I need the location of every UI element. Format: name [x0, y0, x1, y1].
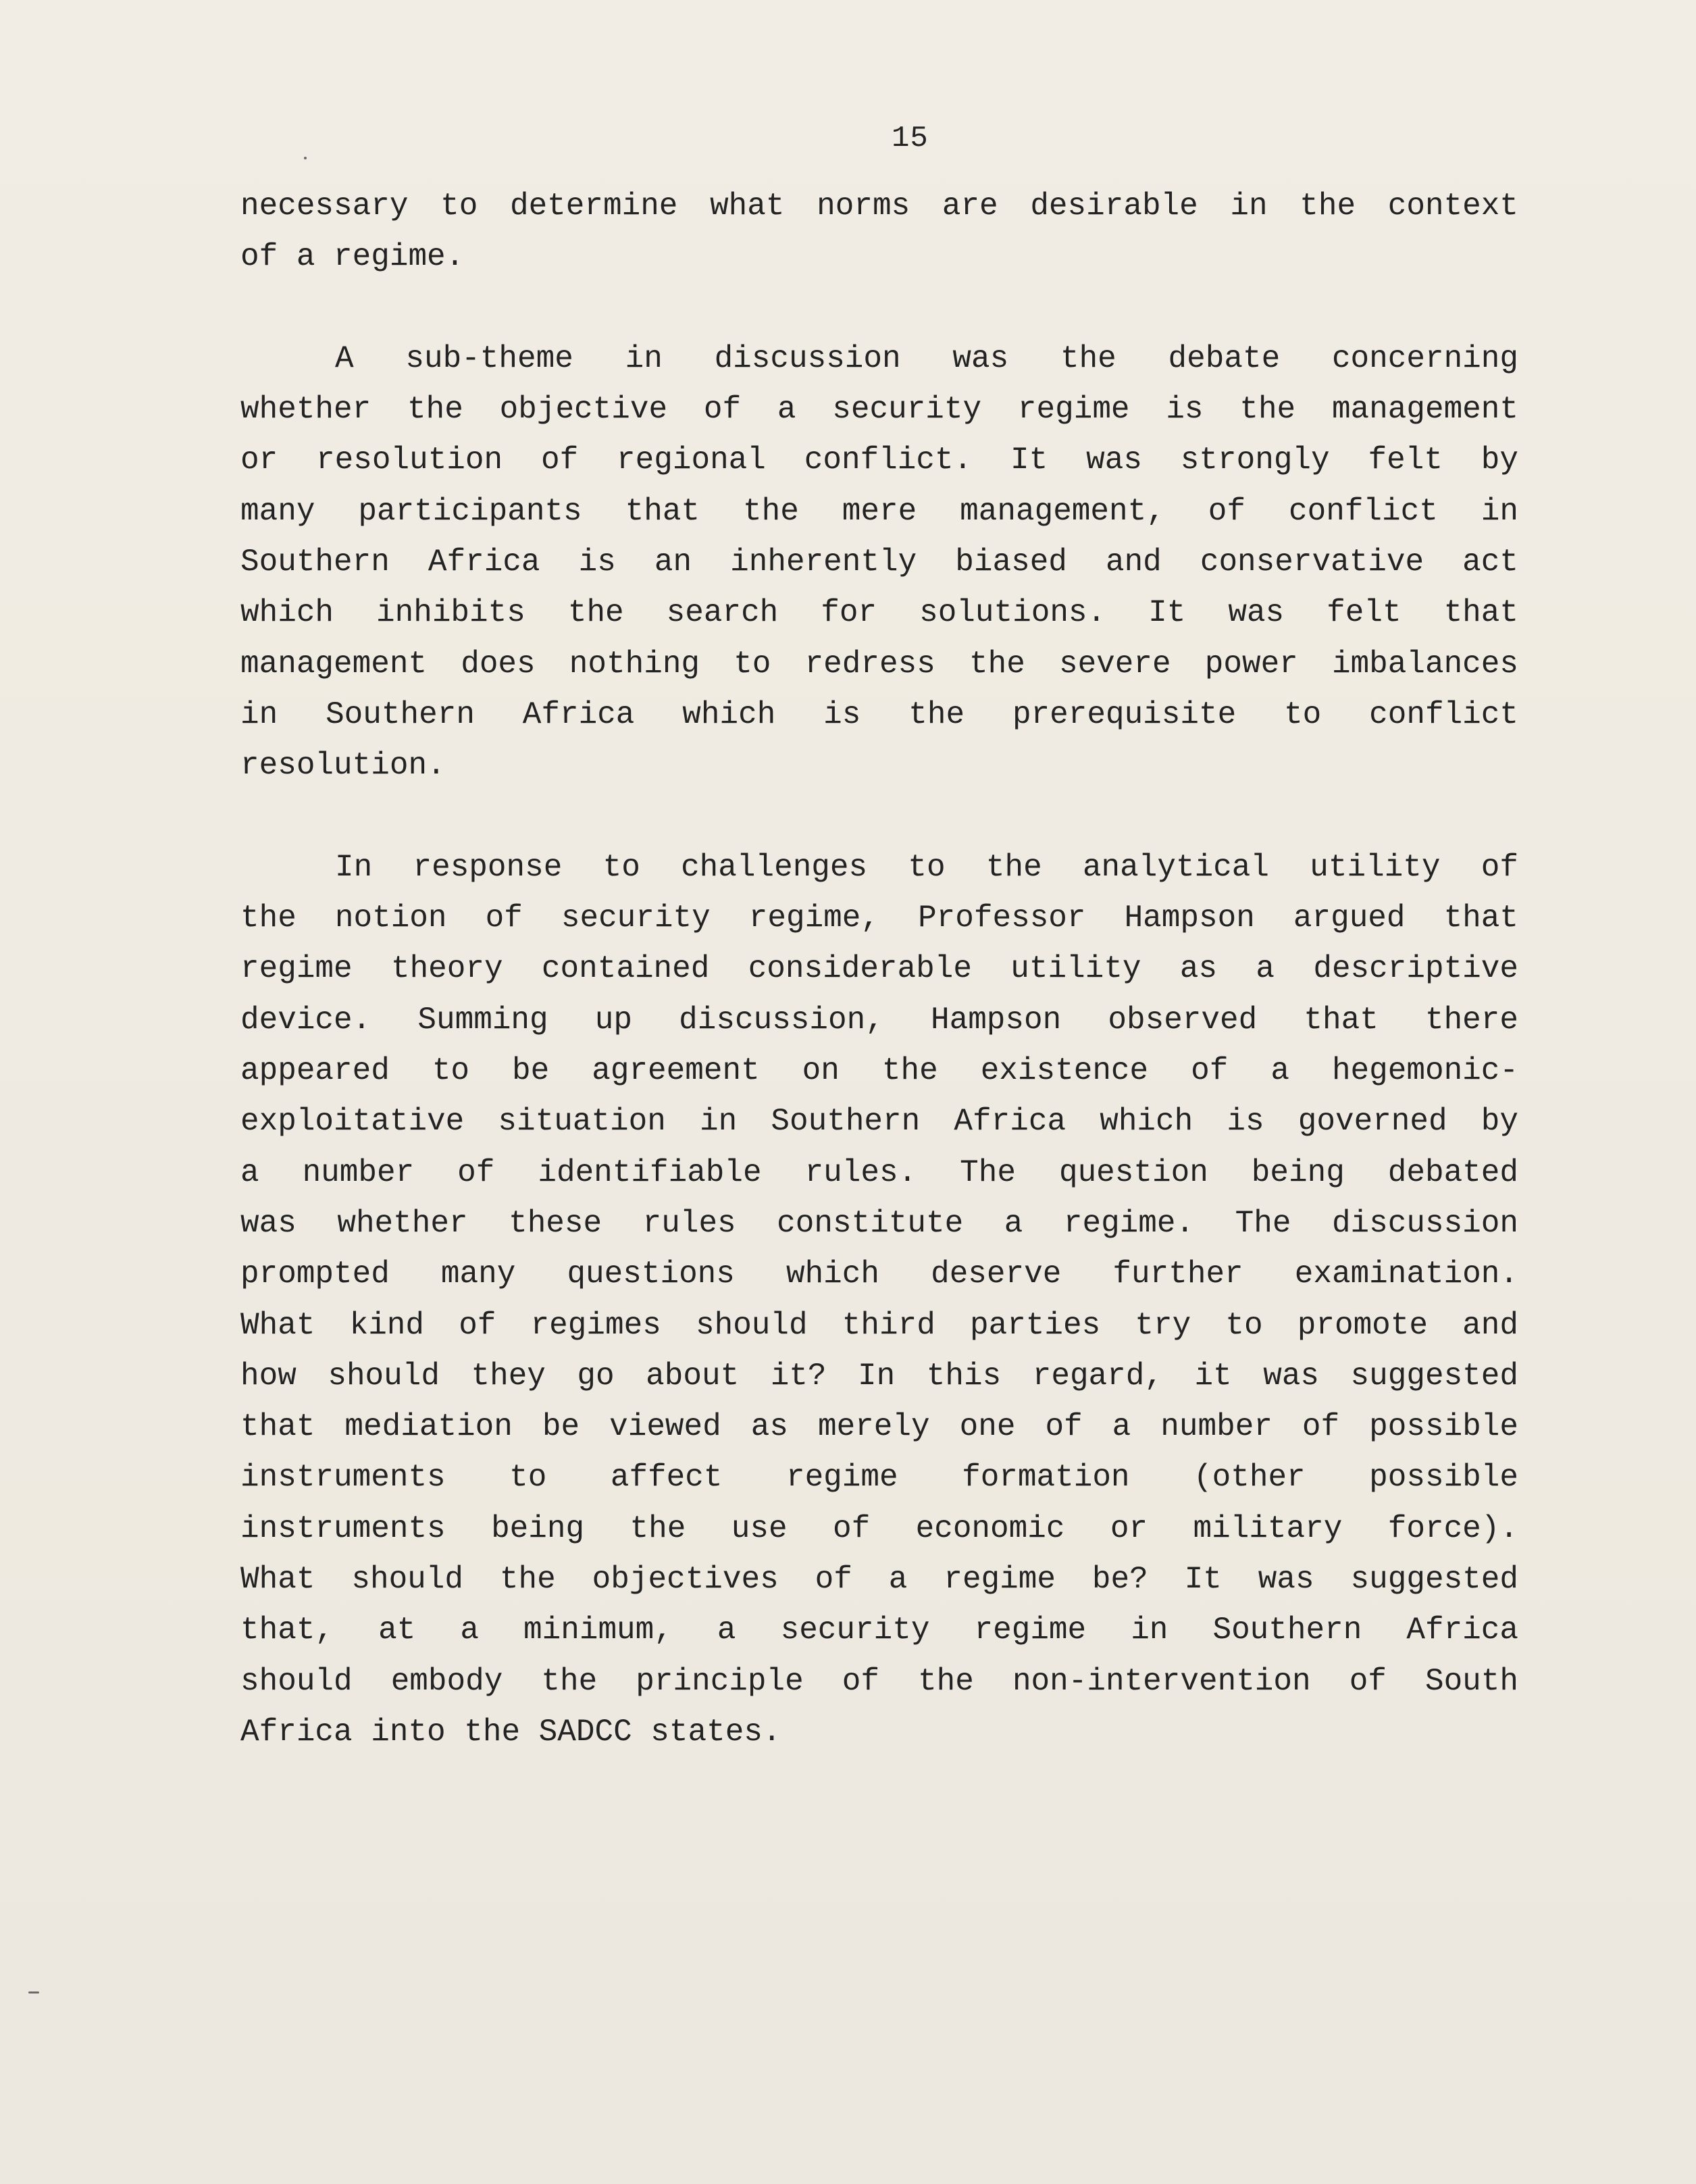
text-line: of a regime.	[240, 239, 465, 275]
text-line-content: In response to challenges to the analytical utility of	[335, 849, 1518, 885]
text-line: many participants that the mere management, of conflict in	[240, 493, 1518, 529]
scan-speck	[304, 157, 307, 159]
text-line: regime theory contained considerable utility as a descriptive	[240, 951, 1518, 987]
paragraph	[240, 842, 1518, 1758]
text-line-indented	[240, 842, 1518, 893]
text-line: management does nothing to redress the severe power imbalances	[240, 646, 1518, 682]
text-line: in Southern Africa which is the prerequisite to conflict	[240, 696, 1518, 732]
text-line: Southern Africa is an inherently biased and conservative act	[240, 544, 1518, 580]
text-line: should embody the principle of the non-intervention of South	[240, 1663, 1518, 1699]
text-line: appeared to be agreement on the existence of a hegemonic-	[240, 1053, 1518, 1089]
text-line: instruments to affect regime formation (other possible	[240, 1460, 1518, 1496]
text-line: resolution.	[240, 748, 446, 784]
text-line: that, at a minimum, a security regime in Southern Africa	[240, 1612, 1518, 1648]
text-line-indented	[240, 334, 1518, 384]
paragraph	[240, 334, 1518, 792]
text-line: was whether these rules constitute a regime. The discussion	[240, 1205, 1518, 1241]
text-line: instruments being the use of economic or military force).	[240, 1510, 1518, 1546]
text-line: how should they go about it? In this regard, it was suggested	[240, 1358, 1518, 1394]
text-line: What kind of regimes should third parties try to promote and	[240, 1307, 1518, 1343]
text-line: What should the objectives of a regime be? It was suggested	[240, 1562, 1518, 1598]
text-line: prompted many questions which deserve further examination.	[240, 1256, 1518, 1292]
text-line: Africa into the SADCC states.	[240, 1714, 781, 1750]
text-line: necessary to determine what norms are desirable in the context	[240, 188, 1518, 224]
scan-speck	[28, 1991, 39, 1993]
page-number: 15	[892, 122, 929, 155]
paragraph	[240, 181, 1518, 283]
text-line: the notion of security regime, Professor Hampson argued that	[240, 900, 1518, 936]
body-text	[240, 181, 1518, 1758]
text-line: device. Summing up discussion, Hampson observed that there	[240, 1002, 1518, 1038]
text-line: which inhibits the search for solutions. It was felt that	[240, 595, 1518, 631]
text-line: or resolution of regional conflict. It was strongly felt by	[240, 442, 1518, 478]
text-line: that mediation be viewed as merely one of a number of possible	[240, 1409, 1518, 1445]
text-line: a number of identifiable rules. The question being debated	[240, 1154, 1518, 1190]
text-line: exploitative situation in Southern Africa which is governed by	[240, 1104, 1518, 1140]
text-line: whether the objective of a security regime is the management	[240, 392, 1518, 428]
text-line-content: A sub-theme in discussion was the debate concerning	[335, 340, 1518, 376]
